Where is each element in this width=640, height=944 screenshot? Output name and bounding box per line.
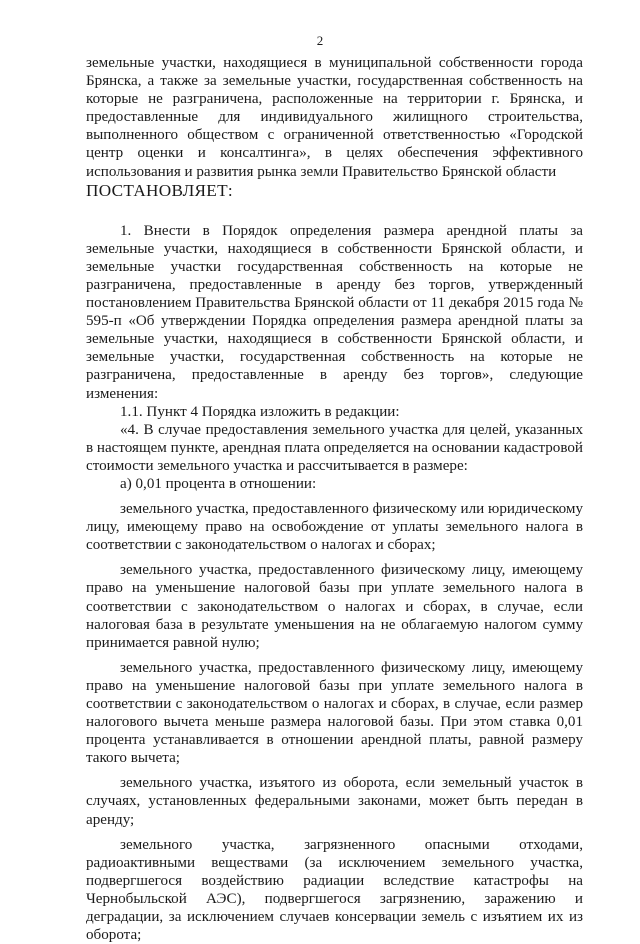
paragraph-case-exempt: земельного участка, предоставленного физическому или юридическому лицу, имеющему право на освобождение от уплаты земельного налога в соответствии с законодательством о налогах и сборах; [86,501,583,554]
paragraph-amendment: 1. Внести в Порядок определения размера арендной платы за земельные участки, находящиеся в собственности Брянской области, и земельные участки государственная собственность на которые не разграничена, предоставленные в аренду без торгов, утвержденный постановлением Правительства Брянской области от 11 декабря 2015 года № 595-п «Об утверждении Порядка определения размера арендной платы за земельные участки, находящиеся в собственности Брянской области, и земельные участки, государственная собственность на которые не разграничена, предоставленные в аренду без торгов», следующие изменения: [86,222,583,402]
page-number: 2 [316,33,324,48]
resolves-heading: ПОСТАНОВЛЯЕТ: [86,180,233,200]
paragraph-case-zero-base: земельного участка, предоставленного физическому лицу, имеющему право на уменьшение налоговой базы при уплате земельного налога в соответствии с законодательством о налогах и сборах, в случае, если налоговая база в результате уменьшения на не облагаемую налогом сумму принимается равной нулю; [86,562,583,651]
paragraph-point-4: «4. В случае предоставления земельного участка для целей, указанных в настоящем пункте, арендная плата определяется на основании кадастровой стоимости земельного участка и рассчитывается в размере: [86,421,583,474]
paragraph-case-contaminated: земельного участка, загрязненного опасными отходами, радиоактивными веществами (за исключением земельного участка, подвергшегося воздействию радиации вследствие катастрофы на Чернобыльской АЭС), подвергшегося загрязнению, заражению и деградации, за исключением случаев консервации земель с изъятием их из оборота; [86,836,583,944]
paragraph-subpoint-a: а) 0,01 процента в отношении: [120,475,317,492]
paragraph-item-1-1: 1.1. Пункт 4 Порядка изложить в редакции: [120,403,400,420]
paragraph-case-deduction: земельного участка, предоставленного физическому лицу, имеющему право на уменьшение налоговой базы при уплате земельного налога в соответствии с законодательством о налогах и сборах, в случае, если размер налогового вычета меньше размера налоговой базы. При этом ставка 0,01 процента устанавливается в отношении арендной платы, равной размеру такого вычета; [86,659,583,767]
document-body [86,54,583,944]
intro-paragraph: земельные участки, находящиеся в муниципальной собственности города Брянска, а также за земельные участки, государственная собственность на которые не разграничена, расположенные на территории г. Брянска, и предоставленные для индивидуального жилищного строительства, выполненного обществом с ограниченной ответственностью «Городской центр оценки и консалтинга», в целях обеспечения эффективного использования и развития рынка земли Правительство Брянской области [86,55,583,180]
paragraph-case-withdrawn: земельного участка, изъятого из оборота, если земельный участок в случаях, установленных федеральными законами, может быть передан в аренду; [86,775,583,828]
